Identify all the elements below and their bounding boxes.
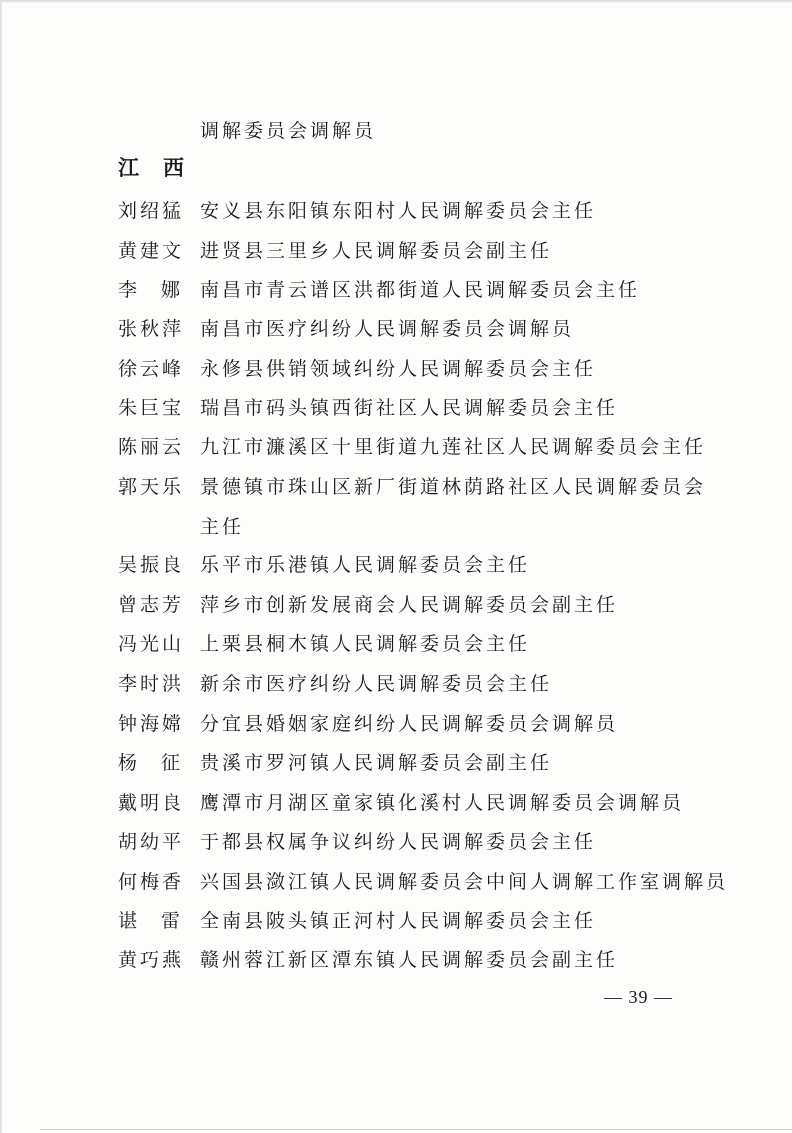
list-item xyxy=(0,669,792,699)
list-item xyxy=(0,788,792,818)
person-name: 吴振良 xyxy=(118,554,185,576)
list-item xyxy=(0,196,792,226)
list-item xyxy=(0,393,792,423)
list-item xyxy=(0,748,792,778)
person-name: 朱巨宝 xyxy=(118,397,185,419)
continuation-line: 调解委员会调解员 xyxy=(200,120,377,142)
list-item xyxy=(0,906,792,936)
person-name: 胡幼平 xyxy=(118,831,185,853)
person-title: 兴国县潋江镇人民调解委员会中间人调解工作室调解员 xyxy=(200,871,729,893)
province-heading xyxy=(118,152,184,182)
list-item xyxy=(0,314,792,344)
person-name: 冯光山 xyxy=(118,633,185,655)
person-name: 何梅香 xyxy=(118,871,185,893)
person-title: 永修县供销领域纠纷人民调解委员会主任 xyxy=(200,358,597,380)
person-name: 张秋萍 xyxy=(118,318,185,340)
person-title: 景德镇市珠山区新厂街道林荫路社区人民调解委员会 xyxy=(200,476,707,498)
page-number: — 39 — xyxy=(604,987,673,1007)
person-title: 全南县陂头镇正河村人民调解委员会主任 xyxy=(200,910,597,932)
province-char: 江 xyxy=(118,156,139,180)
person-title-continued: 主任 xyxy=(200,516,245,538)
list-item xyxy=(0,472,792,538)
person-title: 进贤县三里乡人民调解委员会副主任 xyxy=(200,240,553,262)
person-title: 贵溪市罗河镇人民调解委员会副主任 xyxy=(200,752,553,774)
list-item xyxy=(0,236,792,266)
list-item xyxy=(0,590,792,620)
list-item xyxy=(0,354,792,384)
scan-edge-top xyxy=(0,0,792,3)
person-name: 谌 雷 xyxy=(118,910,180,932)
person-title: 赣州蓉江新区潭东镇人民调解委员会副主任 xyxy=(200,949,619,971)
person-title: 南昌市青云谱区洪都街道人民调解委员会主任 xyxy=(200,279,641,301)
person-title: 安义县东阳镇东阳村人民调解委员会主任 xyxy=(200,200,597,222)
scan-edge-bottom xyxy=(40,1129,792,1130)
list-item xyxy=(0,827,792,857)
person-name: 曾志芳 xyxy=(118,594,185,616)
person-name: 李 娜 xyxy=(118,279,180,301)
person-name: 李时洪 xyxy=(118,673,185,695)
list-item xyxy=(0,432,792,462)
person-title: 萍乡市创新发展商会人民调解委员会副主任 xyxy=(200,594,619,616)
person-title: 九江市濂溪区十里街道九莲社区人民调解委员会主任 xyxy=(200,436,707,458)
person-title: 于都县权属争议纠纷人民调解委员会主任 xyxy=(200,831,597,853)
person-name: 陈丽云 xyxy=(118,436,185,458)
person-name: 刘绍猛 xyxy=(118,200,185,222)
person-title: 瑞昌市码头镇西街社区人民调解委员会主任 xyxy=(200,397,619,419)
list-item xyxy=(0,629,792,659)
person-title: 分宜县婚姻家庭纠纷人民调解委员会调解员 xyxy=(200,713,619,735)
person-title: 乐平市乐港镇人民调解委员会主任 xyxy=(200,554,531,576)
list-item xyxy=(0,709,792,739)
person-name: 郭天乐 xyxy=(118,476,185,498)
person-title: 上栗县桐木镇人民调解委员会主任 xyxy=(200,633,531,655)
province-char: 西 xyxy=(163,156,184,180)
list-item xyxy=(0,945,792,975)
person-title: 南昌市医疗纠纷人民调解委员会调解员 xyxy=(200,318,575,340)
person-name: 钟海嫦 xyxy=(118,713,185,735)
person-name: 徐云峰 xyxy=(118,358,185,380)
list-item xyxy=(0,867,792,897)
person-name: 戴明良 xyxy=(118,792,185,814)
list-item xyxy=(0,550,792,580)
person-title: 新余市医疗纠纷人民调解委员会主任 xyxy=(200,673,553,695)
person-name: 黄建文 xyxy=(118,240,185,262)
person-name: 杨 征 xyxy=(118,752,180,774)
person-title: 鹰潭市月湖区童家镇化溪村人民调解委员会调解员 xyxy=(200,792,685,814)
person-name: 黄巧燕 xyxy=(118,949,185,971)
list-item xyxy=(0,275,792,305)
